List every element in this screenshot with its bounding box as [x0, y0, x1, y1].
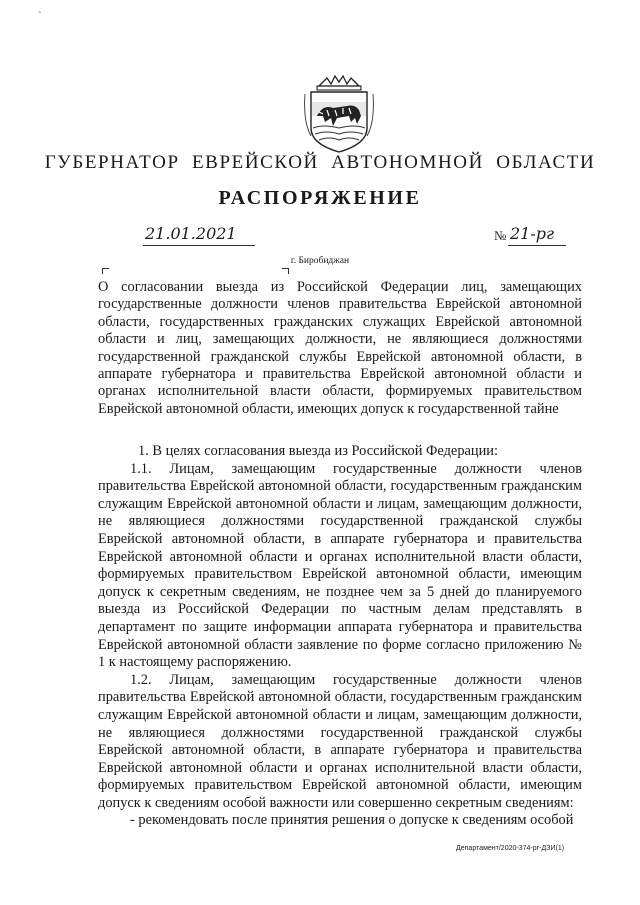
document-body — [98, 443, 582, 830]
subject-bracket-left — [102, 268, 109, 274]
document-subject: О согласовании выезда из Российской Федерации лиц, замещающих государственные должности членов правительства Еврейской автономной области, государственных гражданских служащих Еврейской автономной области и лиц, замещающих должности, не являющиеся должностями государственной гражданской службы Еврейской автономной области, в аппарате губернатора и правительства Еврейской автономной области и органах исполнительной власти области, формируемых правительством Еврейской автономной области, имеющих допуск к государственной тайне — [98, 279, 582, 417]
organization-name: ГУБЕРНАТОР ЕВРЕЙСКОЙ АВТОНОМНОЙ ОБЛАСТИ — [44, 152, 596, 173]
paragraph-1: 1. В целях согласования выезда из Российской Федерации: — [138, 443, 499, 459]
paragraph-1-1: 1.1. Лицам, замещающим государственные должности членов правительства Еврейской автономной области, государственным гражданским служащим Еврейской автономной области и лицам, замещающим должности, не являющиеся должностями государственной гражданской службы Еврейской автономной области, в аппарате губернатора и правительства Еврейской автономной области и органах исполнительной власти области, формируемых правительством Еврейской автономной области, имеющим допуск к секретным сведениям, не позднее чем за 5 дней до планируемого выезда из Российской Федерации по частным делам представлять в департамент по защите информации аппарата губернатора и правительства Еврейской автономной области заявление по форме согласно приложению № 1 к настоящему распоряжению. — [98, 460, 582, 671]
document-date: 21.01.2021 — [143, 223, 255, 246]
document-reference: Департамент/2020-374-рг-ДЗИ(1) — [456, 845, 565, 852]
document-number: 21-рг — [508, 223, 566, 246]
paragraph-1-2: 1.2. Лицам, замещающим государственные должности членов правительства Еврейской автономной области, государственным гражданским служащим Еврейской автономной области и лицам, замещающим должности, не являющиеся должностями государственной гражданской службы Еврейской автономной области, в аппарате губернатора и правительства Еврейской автономной области и органах исполнительной власти области, формируемых правительством Еврейской автономной области, имеющим допуск к сведениям особой важности или совершенно секретным сведениям: — [98, 671, 582, 811]
scan-mark: ` — [38, 10, 42, 22]
document-type: РАСПОРЯЖЕНИЕ — [218, 187, 422, 209]
paragraph-bullet: - рекомендовать после принятия решения о допуске к сведениям особой — [130, 812, 574, 829]
subject-bracket-right — [282, 268, 289, 274]
number-label: № — [494, 228, 507, 243]
coat-of-arms-tiger-icon — [303, 72, 375, 156]
city: г. Биробиджан — [290, 256, 350, 266]
